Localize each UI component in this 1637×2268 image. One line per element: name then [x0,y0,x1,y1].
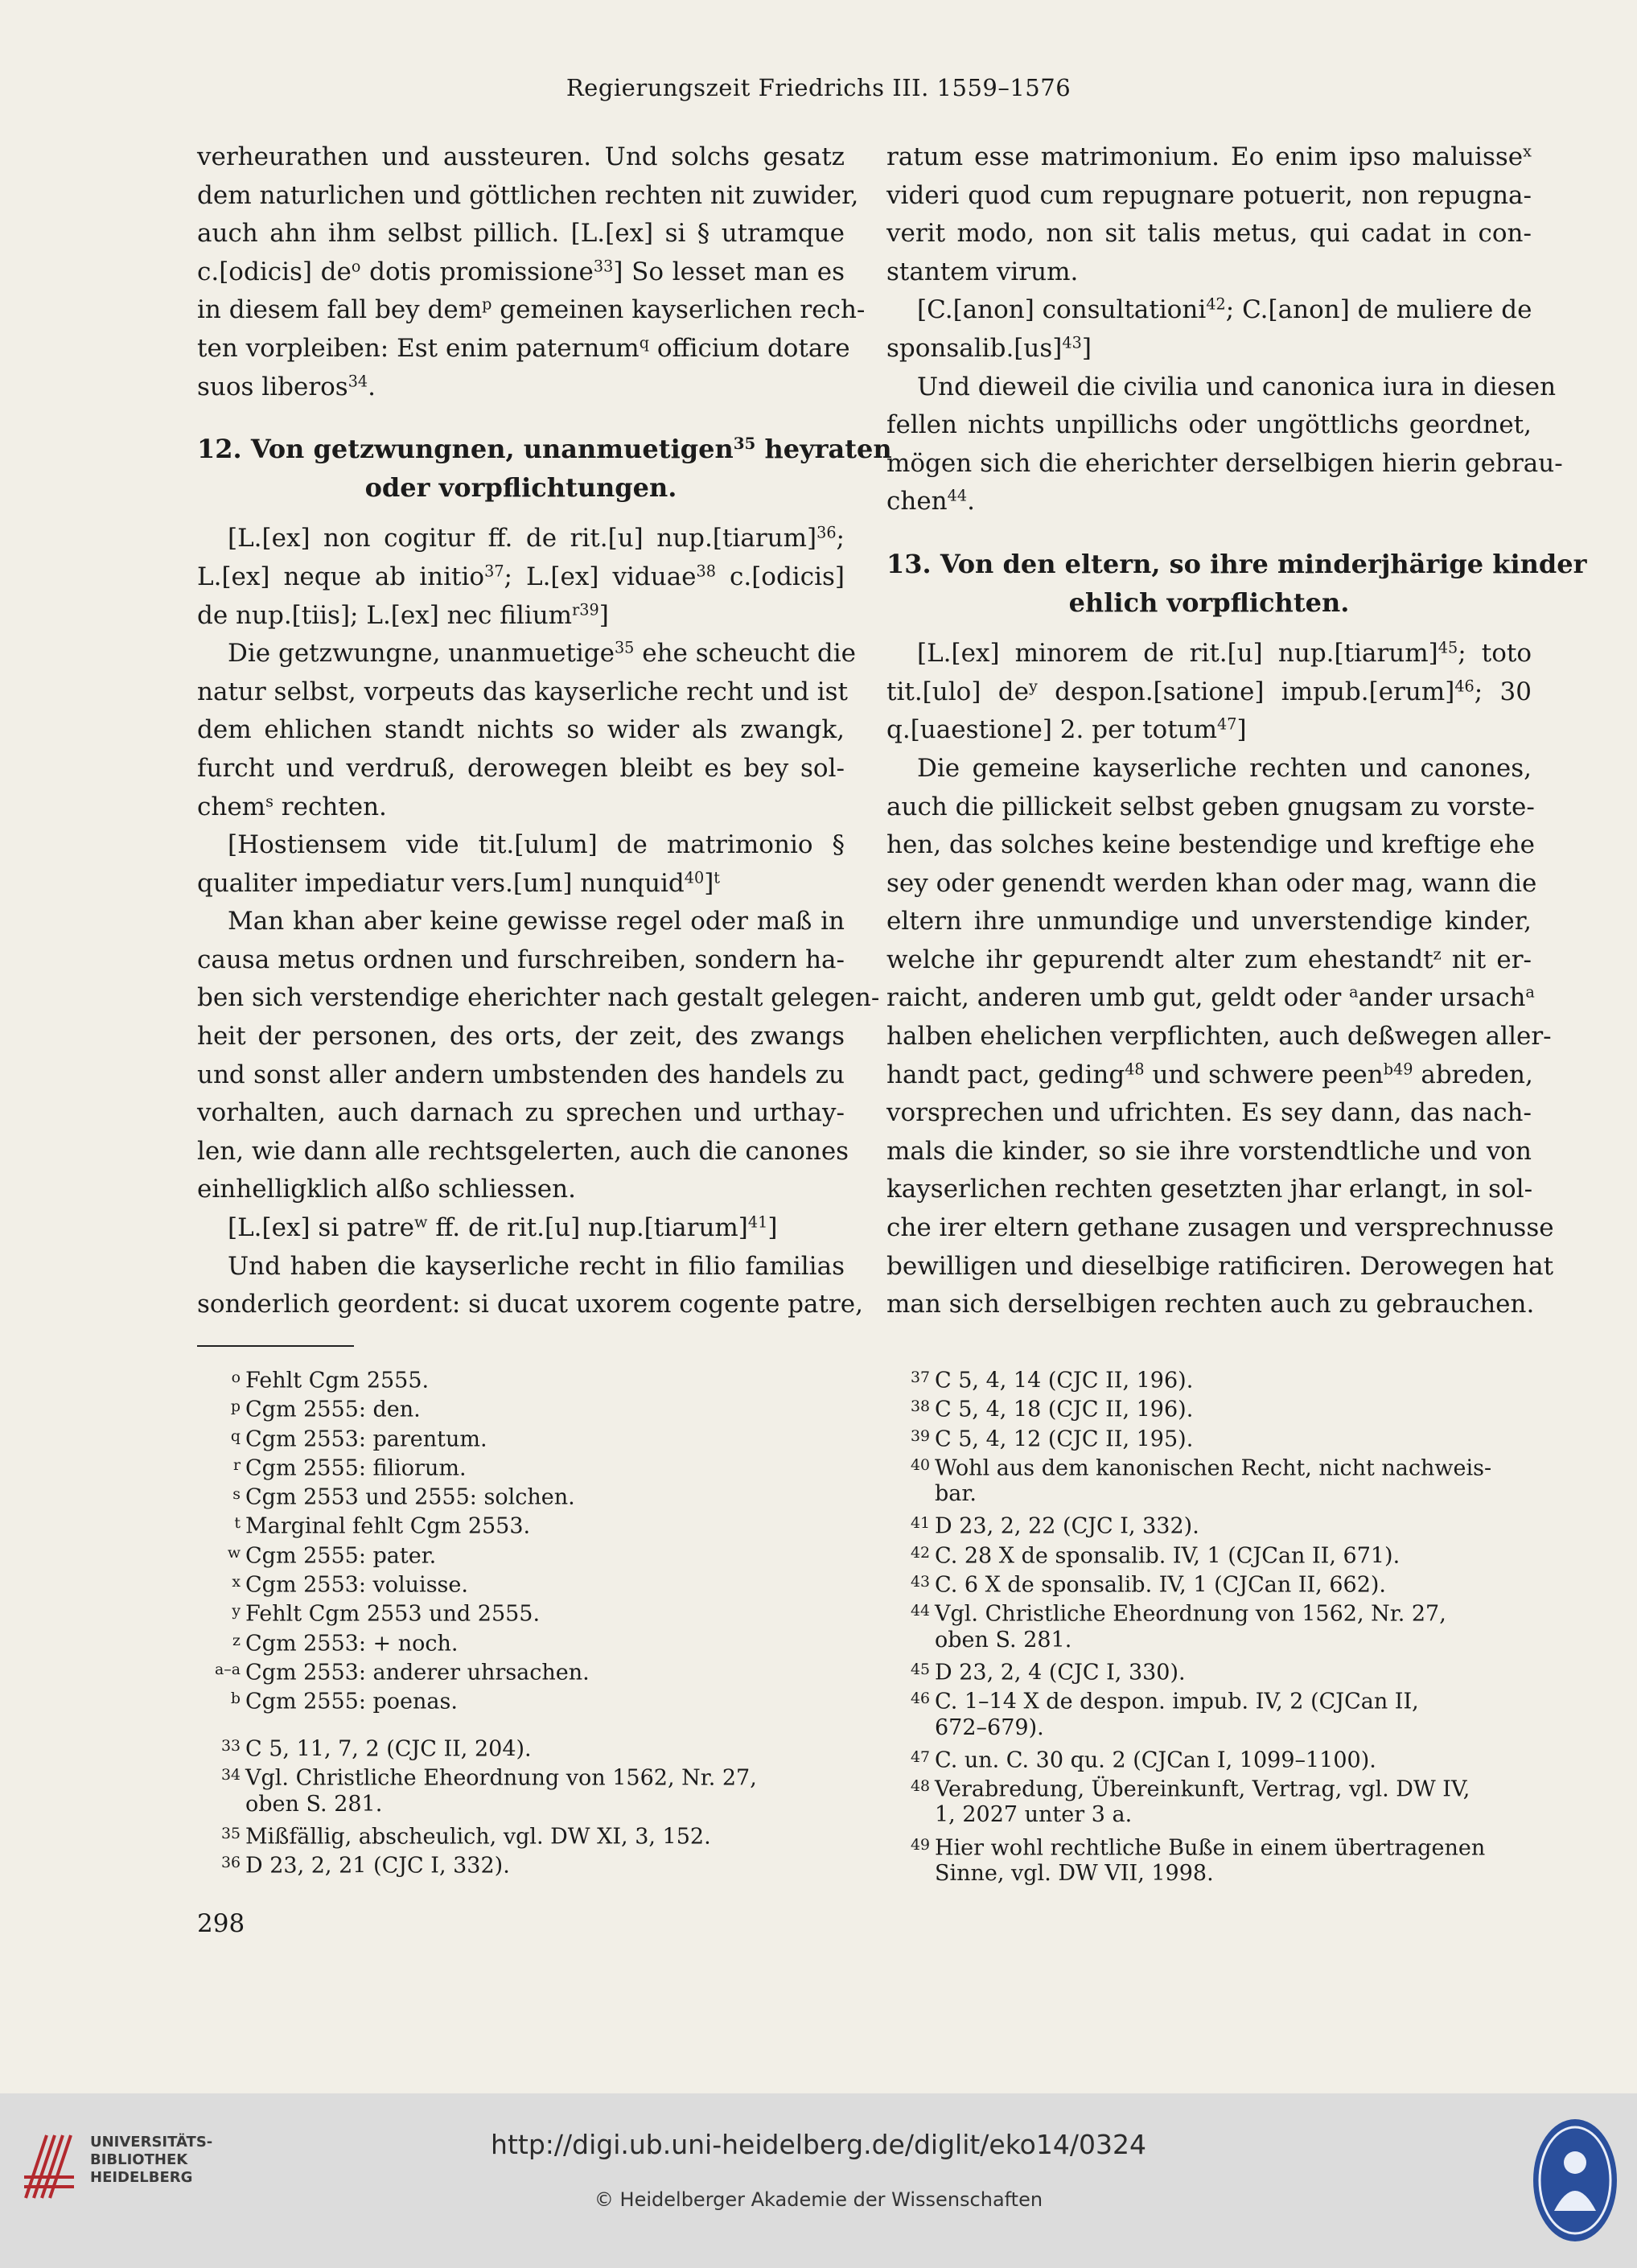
text-line: [C.[anon] consultationi$^{42}$; C.[anon] de muliere de [917,294,1532,325]
footnote-text: Verabredung, Übereinkunft, Vertrag, vgl. DW IV, [935,1776,1470,1802]
note-reference: w [414,1212,428,1232]
footnote-text: Vgl. Christliche Eheordnung von 1562, Nr. 27, [935,1601,1446,1627]
note-reference: 44 [947,486,968,505]
running-head: Regierungszeit Friedrichs III. 1559–1576 [566,74,1071,101]
text-line: dem naturlichen und göttlichen rechten nit zuwider, [197,180,859,210]
text-line: chen$^{44}$. [886,486,975,517]
footnote-line [886,1480,1522,1509]
footnote-line [886,1830,1522,1859]
footnote-line [886,1567,1522,1596]
footnote-text: D 23, 2, 22 (CJC I, 332). [935,1514,1199,1540]
footnote-text: Fehlt Cgm 2553 und 2555. [245,1601,541,1627]
note-reference: 35 [733,434,756,454]
footnote-line [197,1363,833,1392]
note-reference: y [1028,677,1038,696]
footnote-line [197,1538,833,1567]
text-line: L.[ex] neque ab initio$^{37}$; L.[ex] viduae$^{38}$ c.[odicis] [197,562,845,591]
footnote-line [886,1655,1522,1684]
section-heading-line: 12. Von getzwungnen, unanmuetigen$^{35}$ heyraten [197,434,892,465]
text-line: handt pact, geding$^{48}$ und schwere peen$^{b49}$ abreden, [886,1060,1533,1089]
library-name: UNIVERSITÄTS- BIBLIOTHEK HEIDELBERG [90,2134,213,2186]
footnote-text: Mißfällig, abscheulich, vgl. DW XI, 3, 152. [245,1824,711,1850]
note-reference: 33 [593,257,614,276]
footnote-text: C 5, 4, 18 (CJC II, 196). [935,1397,1194,1422]
text-line: stantem virum. [886,257,1079,286]
note-reference: x [1523,142,1532,161]
text-line: causa metus ordnen und furschreiben, sondern ha- [197,945,845,974]
footnote-text: Cgm 2553: + noch. [245,1631,459,1657]
footnote-line [197,1422,833,1451]
note-reference: a [1525,982,1535,1002]
footnote-text: D 23, 2, 21 (CJC I, 332). [245,1853,510,1879]
note-reference: 37 [484,562,504,581]
footnote-marker: b [230,1690,241,1708]
footnote-text: Cgm 2555: den. [245,1397,421,1422]
footnote-line [197,1567,833,1596]
footnote-marker: 40 [910,1455,930,1474]
footnote-text: Vgl. Christliche Eheordnung von 1562, Nr. 27, [245,1765,757,1791]
text-line: [L.[ex] minorem de rit.[u] nup.[tiarum]$^{45}$; toto [917,638,1532,669]
text-line: q.[uaestione] 2. per totum$^{47}$] [886,714,1247,745]
footnote-text: C 5, 11, 7, 2 (CJC II, 204). [245,1736,532,1762]
footnote-marker: 42 [910,1543,930,1562]
footnote-line [197,1626,833,1655]
footnote-line [197,1596,833,1625]
footnote-marker: 43 [910,1573,930,1591]
permalink-url[interactable]: http://digi.ub.uni-heidelberg.de/diglit/eko14/0324 [491,2129,1146,2160]
footnote-marker: q [230,1426,241,1445]
footnote-text: 1, 2027 unter 3 a. [935,1802,1133,1828]
footnote-line [886,1509,1522,1540]
spacer [197,406,845,430]
spacer [197,507,845,520]
footnote-marker: 36 [220,1854,241,1872]
note-reference: 41 [747,1212,768,1232]
text-line: ten vorpleiben: Est enim paternum$^q$ officium dotare [197,333,850,363]
footnote-text: C 5, 4, 12 (CJC II, 195). [935,1426,1194,1452]
text-line: dem ehlichen standt nichts so wider als zwangk, [197,715,845,745]
section-heading-line: oder vorpflichtungen. [364,471,677,503]
text-line: natur selbst, vorpeuts das kayserliche recht und ist [197,677,849,706]
footnote-line [197,1509,833,1540]
footnote-marker: 46 [910,1690,930,1708]
footnote-line [886,1422,1522,1451]
footnote-marker: s [232,1485,241,1504]
numbered-footnotes-left [197,1731,833,1877]
text-line: sponsalib.[us]$^{43}$] [886,333,1092,363]
footnote-line [886,1743,1522,1772]
note-reference: p [482,294,492,314]
section-heading-line: 13. Von den eltern, so ihre minderjhärige kinder [886,548,1587,579]
note-reference: q [639,333,649,352]
text-line: bewilligen und dieselbige ratificiren. Derowegen hat [886,1251,1554,1281]
text-line: hen, das solches keine bestendige und kreftige ehe [886,830,1535,860]
footnote-marker: 37 [910,1369,930,1386]
footnote-line [886,1859,1522,1888]
text-line: einhelligklich alßo schliessen. [197,1175,576,1204]
footnote-text: C. 6 X de sponsalib. IV, 1 (CJCan II, 662). [935,1572,1386,1598]
footnote-line [197,1392,833,1421]
text-line: ratum esse matrimonium. Eo enim ipso maluisse$^x$ [886,142,1532,171]
footnote-marker: 38 [910,1397,930,1416]
footnote-marker: 35 [220,1824,241,1842]
footnote-marker: 34 [220,1766,241,1784]
footnote-rule [197,1345,354,1347]
text-line: [L.[ex] non cogitur ff. de rit.[u] nup.[tiarum]$^{36}$; [228,523,845,554]
note-reference: z [1433,945,1442,964]
text-line: Man khan aber keine gewisse regel oder maß in [228,907,845,936]
footnote-text: C. un. C. 30 qu. 2 (CJCan I, 1099–1100). [935,1747,1376,1773]
footnote-text: Cgm 2553: voluisse. [245,1572,468,1598]
text-line: halben ehelichen verpflichten, auch deßwegen aller- [886,1022,1552,1052]
right-text-column [886,138,1587,1324]
text-line: verit modo, non sit talis metus, qui cadat in con- [886,219,1532,249]
text-line: tit.[ulo] $de^y$ despon.[satione] impub.[erum]$^{46}$; 30 [886,677,1532,706]
footnote-text: C 5, 4, 14 (CJC II, 196). [935,1368,1194,1393]
text-line: Und dieweil die civilia und canonica iura in diesen [917,372,1557,401]
footnote-line [197,1760,833,1789]
footnote-line [197,1480,833,1509]
text-line: Die getzwungne, unanmuetige$^{35}$ ehe scheucht die [228,638,857,669]
text-line: fellen nichts unpillichs oder ungöttlichs geordnet, [886,410,1532,440]
text-line: welche ihr gepurendt alter zum ehestandt$^z$ nit er- [886,945,1532,974]
page-number: 298 [197,1909,245,1938]
footnote-line [886,1538,1522,1567]
footnote-text: Fehlt Cgm 2555. [245,1368,430,1393]
text-line: [L.[ex] si patre$^w$ ff. de rit.[u] nup.[tiarum]$^{41}$] [228,1212,778,1243]
footnote-marker: 45 [910,1660,930,1678]
note-reference: 38 [696,562,716,581]
footnote-marker: 39 [910,1426,930,1445]
footnote-marker: 44 [910,1602,930,1620]
text-line: [Hostiensem vide tit.[ulum] de matrimonio § [228,830,845,860]
footnote-line [197,1451,833,1480]
text-line: verheurathen und aussteuren. Und solchs gesatz [197,142,845,171]
footnote-text: Hier wohl rechtliche Buße in einem übertragenen [935,1835,1486,1861]
footnote-line [886,1363,1522,1392]
spacer [886,622,1532,635]
note-reference: 42 [1206,294,1226,314]
note-reference: 47 [1217,714,1237,734]
footnote-line [886,1684,1522,1713]
footnote-text: C. 1–14 X de despon. impub. IV, 2 (CJCan II, [935,1689,1419,1714]
footnote-text: oben S. 281. [245,1791,383,1817]
footnote-text: Cgm 2553: anderer uhrsachen. [245,1660,590,1686]
letter-footnotes [197,1363,833,1714]
footnote-line [886,1714,1522,1743]
footnote-line [197,1655,833,1684]
note-reference: b [1383,1060,1394,1079]
footnote-marker: z [232,1631,241,1649]
note-reference: 49 [1393,1060,1413,1079]
footnote-text: Cgm 2555: poenas. [245,1689,458,1714]
note-reference: 40 [684,868,705,887]
footnote-line [197,1790,833,1819]
note-reference: a [1349,982,1359,1002]
footnote-marker: 41 [910,1514,930,1533]
text-line: auch ahn ihm selbst pillich. [L.[ex] si § utramque [197,219,845,249]
text-line: che irer eltern gethane zusagen und versprechnusse [886,1213,1554,1243]
note-reference: 36 [816,523,837,542]
note-reference: 39 [579,599,599,619]
academy-seal-icon [1530,2114,1620,2246]
text-line: de nup.[tiis]; L.[ex] nec filium$^{r39}$] [197,599,609,630]
footnote-marker: 47 [910,1747,930,1766]
text-line: Die gemeine kayserliche rechten und canones, [917,753,1532,783]
note-reference: 48 [1125,1060,1145,1079]
footnote-line [886,1801,1522,1830]
footnote-text: Sinne, vgl. DW VII, 1998. [935,1861,1214,1887]
text-line: c.[odicis] $de^o$ dotis promissione$^{33}$] So lesset man es [197,257,845,286]
note-reference: 46 [1454,677,1475,696]
note-reference: s [265,791,274,810]
text-line: auch die pillickeit selbst geben gnugsam zu vorste- [886,792,1535,821]
spacer [886,521,1532,545]
footnote-text: D 23, 2, 4 (CJC I, 330). [935,1660,1186,1686]
footnote-text: C. 28 X de sponsalib. IV, 1 (CJCan II, 671). [935,1543,1400,1569]
footnote-text: Cgm 2555: filiorum. [245,1455,467,1481]
text-line: vorsprechen und ufrichten. Es sey dann, das nach- [886,1098,1532,1128]
text-line: heit der personen, des orts, der zeit, des zwangs [197,1022,845,1052]
note-reference: 45 [1438,638,1458,657]
text-line: Und haben die kayserliche recht in filio familias [228,1251,845,1281]
footnote-line [197,1819,833,1848]
text-line: furcht und verdruß, derowegen bleibt es bey sol- [197,753,845,783]
footnote-line [197,1848,833,1877]
footnote-line [197,1731,833,1760]
left-text-column [197,138,892,1324]
footnote-marker: p [230,1397,241,1416]
footnote-text: Cgm 2553 und 2555: solchen. [245,1484,575,1510]
digital-library-footer [0,2093,1637,2268]
text-line: eltern ihre unmundige und unverstendige kinder, [886,907,1532,936]
footnote-text: bar. [935,1481,977,1507]
numbered-footnotes-right [886,1363,1522,1888]
text-line: chem$^s$ rechten. [197,791,387,821]
note-reference: t [714,868,721,887]
footnote-marker: y [232,1602,241,1620]
text-line: sey oder genendt werden khan oder mag, wann die [886,868,1537,898]
copyright-notice: © Heidelberger Akademie der Wissenschaften [594,2188,1043,2211]
footnote-text: Wohl aus dem kanonischen Recht, nicht nachweis- [935,1455,1492,1481]
footnote-marker: x [232,1573,241,1591]
footnote-line [197,1684,833,1713]
footnote-line [886,1392,1522,1421]
footnote-text: Cgm 2553: parentum. [245,1426,487,1452]
footnote-marker: 48 [910,1777,930,1796]
footnote-marker: 33 [220,1737,241,1755]
note-reference: o [351,257,361,276]
text-line: suos liberos$^{34}$. [197,372,376,401]
text-line: len, wie dann alle rechtsgelerten, auch die canones [197,1136,849,1166]
note-reference: 35 [614,638,635,657]
footnote-marker: w [227,1543,241,1562]
note-reference: 43 [1062,333,1082,352]
footnote-text: 672–679). [935,1714,1044,1740]
note-reference: 34 [348,372,368,390]
text-line: qualiter impediatur vers.[um] nunquid$^{40}$]$^t$ [197,868,721,898]
text-line: und sonst aller andern umbstenden des handels zu [197,1060,845,1089]
text-line: sonderlich geordent: si ducat uxorem cogente patre, [197,1290,863,1319]
footnote-line [886,1596,1522,1625]
footnote-text: Cgm 2555: pater. [245,1543,437,1569]
footnote-marker: o [231,1369,241,1386]
note-reference: r [572,599,580,619]
section-heading-line: ehlich vorpflichten. [1068,587,1350,618]
text-line: raicht, anderen umb gut, geldt oder $^a$ander ursach$^a$ [886,982,1535,1013]
text-line: in diesem fall bey dem$^p$ gemeinen kayserlichen rech- [197,294,866,325]
text-line: ben sich verstendige eherichter nach gestalt gelegen- [197,983,880,1013]
footnote-line [886,1772,1522,1801]
text-line: mals die kinder, so sie ihre vorstendtliche und von [886,1136,1532,1166]
text-line: vorhalten, auch darnach zu sprechen und urthay- [197,1098,845,1128]
footnote-text: Marginal fehlt Cgm 2553. [245,1514,531,1540]
text-line: kayserlichen rechten gesetzten jhar erlangt, in sol- [886,1175,1533,1204]
text-line: videri quod cum repugnare potuerit, non repugna- [886,180,1532,210]
footnote-line [886,1451,1522,1480]
footnote-text: oben S. 281. [935,1627,1072,1653]
footnote-marker: r [232,1455,241,1474]
footnote-marker: a–a [215,1660,241,1678]
text-line: man sich derselbigen rechten auch zu gebrauchen. [886,1290,1535,1319]
footnote-marker: t [234,1514,241,1533]
text-line: mögen sich die eherichter derselbigen hierin gebrau- [886,448,1563,478]
footnote-line [886,1626,1522,1655]
footnote-marker: 49 [910,1835,930,1854]
